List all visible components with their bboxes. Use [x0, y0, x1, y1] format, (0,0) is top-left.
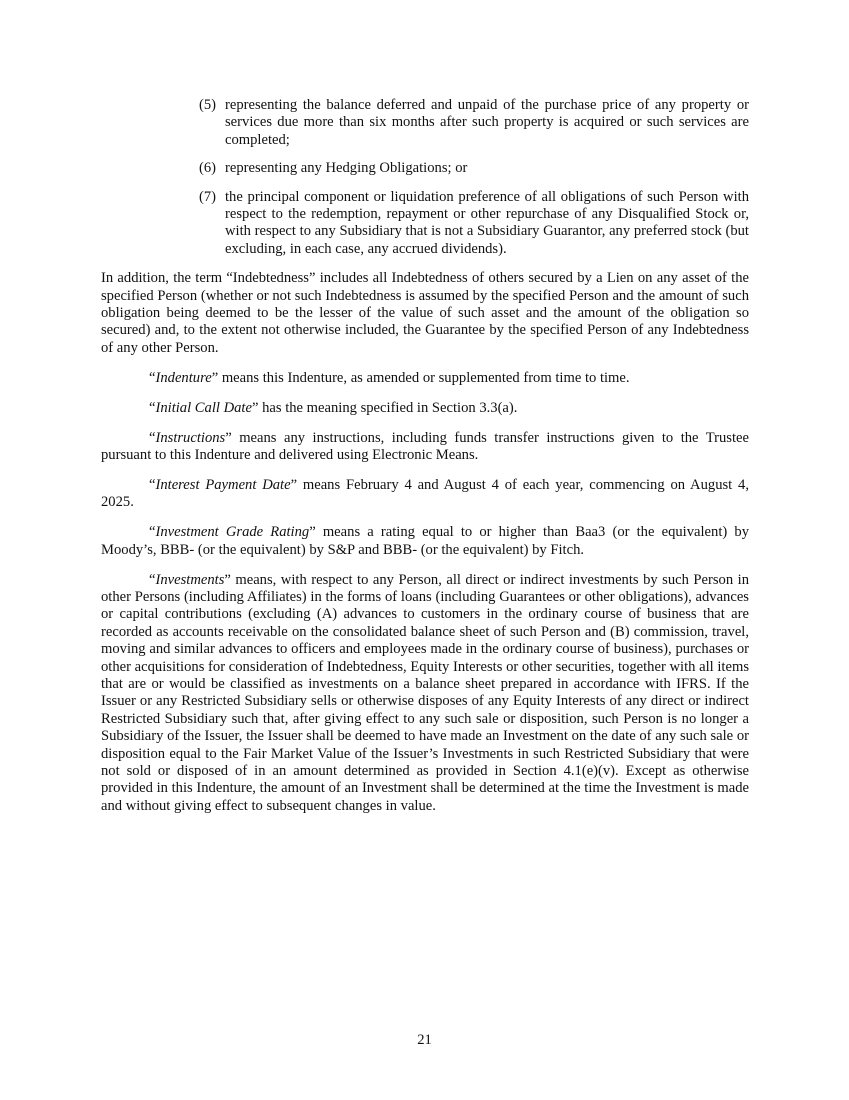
- close-quote: ”: [309, 524, 316, 541]
- open-quote: “: [149, 369, 156, 386]
- list-text: representing the balance deferred and unpaid of the purchase price of any property or services due more than six months after such property is acquired or such services are completed;: [225, 97, 749, 148]
- list-text: representing any Hedging Obligations; or: [225, 160, 468, 177]
- definition-body: means any instructions, including funds transfer instructions given to the Trustee pursuant to this Indenture and delivered using Electronic Means.: [101, 429, 749, 463]
- definition-initial-call-date: [101, 400, 749, 417]
- definition-investments: [101, 572, 749, 816]
- defined-term: Indenture: [155, 369, 212, 386]
- close-quote: ”: [211, 369, 219, 386]
- open-quote: “: [149, 476, 156, 493]
- close-quote: ”: [251, 399, 259, 416]
- open-quote: “: [149, 571, 156, 588]
- list-item-5: [199, 97, 749, 149]
- close-quote: ”: [290, 476, 298, 493]
- definition-body: means this Indenture, as amended or supplemented from time to time.: [218, 369, 630, 386]
- close-quote: ”: [224, 571, 231, 588]
- indebtedness-addition-paragraph: In addition, the term “Indebtedness” includes all Indebtedness of others secured by a Lien on any asset of the specified Person (whether or not such Indebtedness is assumed by the specified Person and the amount of such obligation being deemed to be the lesser of the value of such asset and the amount of the obligation so secured) and, to the extent not otherwise included, the Guarantee by the specified Person of any Indebtedness of any other Person.: [101, 270, 749, 356]
- open-quote: “: [149, 399, 156, 416]
- definition-body: means, with respect to any Person, all direct or indirect investments by such Person in other Persons (including Affiliates) in the forms of loans (including Guarantees or other obligations), advances or capital contributions (excluding (A) advances to customers in the ordinary course of business that are recorded as accounts receivable on the consolidated balance sheet of such Person and (B) commission, travel, moving and similar advances to officers and employees made in the ordinary course of business), purchases or other acquisitions for consideration of Indebtedness, Equity Interests or other securities, together with all items that are or would be classified as investments on a balance sheet prepared in accordance with IFRS. If the Issuer or any Restricted Subsidiary sells or otherwise disposes of any Equity Interests of any direct or indirect Restricted Subsidiary such that, after giving effect to any such sale or disposition, such Person is no longer a Subsidiary of the Issuer, the Issuer shall be deemed to have made an Investment on the date of any such sale or disposition equal to the Fair Market Value of the Issuer’s Investments in such Restricted Subsidiary that were not sold or disposed of in an amount determined as provided in Section 4.1(e)(v). Except as otherwise provided in this Indenture, the amount of an Investment shall be determined at the time the Investment is made and without giving effect to subsequent changes in value.: [101, 571, 749, 814]
- close-quote: ”: [225, 429, 232, 446]
- open-quote: “: [149, 429, 156, 446]
- document-page: [101, 97, 749, 828]
- list-number: (6): [199, 160, 217, 177]
- definition-body: has the meaning specified in Section 3.3(a).: [258, 399, 518, 416]
- defined-term: Initial Call Date: [155, 399, 252, 416]
- list-text: the principal component or liquidation preference of all obligations of such Person with respect to the redemption, repayment or other repurchase of any Disqualified Stock or, with respect to any Subsidiary that is not a Subsidiary Guarantor, any preferred stock (but excluding, in each case, any accrued dividends).: [225, 188, 749, 257]
- definition-investment-grade-rating: [101, 524, 749, 559]
- definition-body: means February 4 and August 4 of each year, commencing on August 4, 2025.: [101, 476, 749, 511]
- defined-term: Investments: [155, 571, 225, 588]
- definition-body: means a rating equal to or higher than Baa3 (or the equivalent) by Moody’s, BBB- (or the equivalent) by S&P and BBB- (or the equivalent) by Fitch.: [101, 524, 749, 558]
- defined-term: Instructions: [155, 429, 226, 446]
- list-item-6: [199, 160, 749, 177]
- list-number: (5): [199, 97, 217, 113]
- definition-interest-payment-date: [101, 477, 749, 512]
- defined-term: Investment Grade Rating: [155, 524, 310, 541]
- list-number: (7): [199, 188, 217, 205]
- open-quote: “: [149, 524, 156, 541]
- list-item-7: [199, 189, 749, 259]
- page-number: 21: [417, 1032, 432, 1048]
- defined-term: Interest Payment Date: [155, 476, 291, 493]
- definition-indenture: [101, 370, 749, 387]
- definition-instructions: [101, 430, 749, 465]
